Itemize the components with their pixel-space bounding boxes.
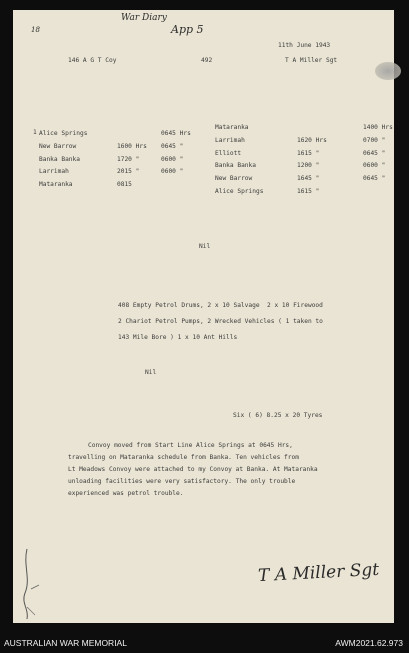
margin-pencil-marks <box>17 545 47 625</box>
schedule-right-dep: 0700 " <box>363 136 386 144</box>
schedule-left-arr: 1720 " <box>117 155 140 163</box>
schedule-right-place: New Barrow <box>215 175 253 183</box>
tyres-line: Six ( 6) 8.25 x 20 Tyres <box>233 412 323 419</box>
margin-mark: 18 <box>31 26 40 34</box>
ink-stamp <box>375 62 401 80</box>
schedule-right-dep: 0600 " <box>363 162 386 170</box>
remarks-line-5: experienced was petrol trouble. <box>68 490 184 497</box>
schedule-left-arr: 2015 " <box>117 168 140 176</box>
header-date: 11th June 1943 <box>278 42 331 49</box>
schedule-left-dep: 0600 " <box>161 168 184 176</box>
schedule-right-arr: 1615 " <box>297 188 320 195</box>
cargo-line-2: 2 Chariot Petrol Pumps, 2 Wrecked Vehicles ( 1 taken to <box>118 318 323 325</box>
schedule-right-arr: 1620 Hrs <box>297 136 327 144</box>
schedule-left-place: Larrimah <box>39 168 69 176</box>
nil-return-2: Nil <box>145 369 157 376</box>
remarks-line-1: Convoy moved from Start Line Alice Springs at 0645 Hrs, <box>88 442 293 449</box>
schedule-left-place: New Barrow <box>39 142 77 150</box>
schedule-right-arr: 1615 " <box>297 149 320 157</box>
schedule-right-place: Elliott <box>215 149 242 157</box>
schedule-left-dep: 0645 " <box>161 142 184 150</box>
footer-institution: AUSTRALIAN WAR MEMORIAL <box>4 638 127 648</box>
header-officer: T A Miller Sgt <box>285 57 338 64</box>
signature: T A Miller Sgt <box>257 559 380 587</box>
schedule-right-place: Alice Springs <box>215 188 264 195</box>
document-page <box>13 10 394 623</box>
schedule-right-dep: 1400 Hrs <box>363 124 393 131</box>
appendix-annotation: App 5 <box>171 23 204 36</box>
footer-accession: AWM2021.62.973 <box>335 638 403 648</box>
section-marker: 1 <box>33 129 37 136</box>
schedule-left-place: Alice Springs <box>39 130 88 137</box>
schedule-left-place: Mataranka <box>39 181 73 189</box>
schedule-right-place: Mataranka <box>215 124 249 131</box>
war-diary-annotation: War Diary <box>121 13 167 23</box>
schedule-left-place: Banka Banka <box>39 155 80 163</box>
schedule-right-dep: 0645 " <box>363 149 386 157</box>
nil-return-1: Nil <box>199 243 211 250</box>
schedule-right-place: Banka Banka <box>215 162 256 170</box>
schedule-left-dep: 0645 Hrs <box>161 130 191 137</box>
schedule-right-arr: 1200 " <box>297 162 320 170</box>
schedule-right-arr: 1645 " <box>297 175 320 183</box>
cargo-line-1: 408 Empty Petrol Drums, 2 x 10 Salvage 2 x 10 Firewood <box>118 302 323 309</box>
remarks-line-4: unloading facilities were very satisfactory. The only trouble <box>68 478 296 485</box>
schedule-left-dep: 0600 " <box>161 155 184 163</box>
cargo-line-3: 143 Mile Bore ) 1 x 10 Ant Hills <box>118 334 238 341</box>
header-unit: 146 A G T Coy <box>68 57 117 64</box>
schedule-right-dep: 0645 " <box>363 175 386 183</box>
remarks-line-2: travelling on Mataranka schedule from Banka. Ten vehicles from <box>68 454 299 461</box>
header-number: 492 <box>201 57 213 64</box>
schedule-right-place: Larrimah <box>215 136 245 144</box>
schedule-left-arr: 1600 Hrs <box>117 142 147 150</box>
remarks-line-3: Lt Meadows Convoy were attached to my Convoy at Banka. At Mataranka <box>68 466 318 473</box>
schedule-left-arr: 0815 <box>117 181 132 189</box>
